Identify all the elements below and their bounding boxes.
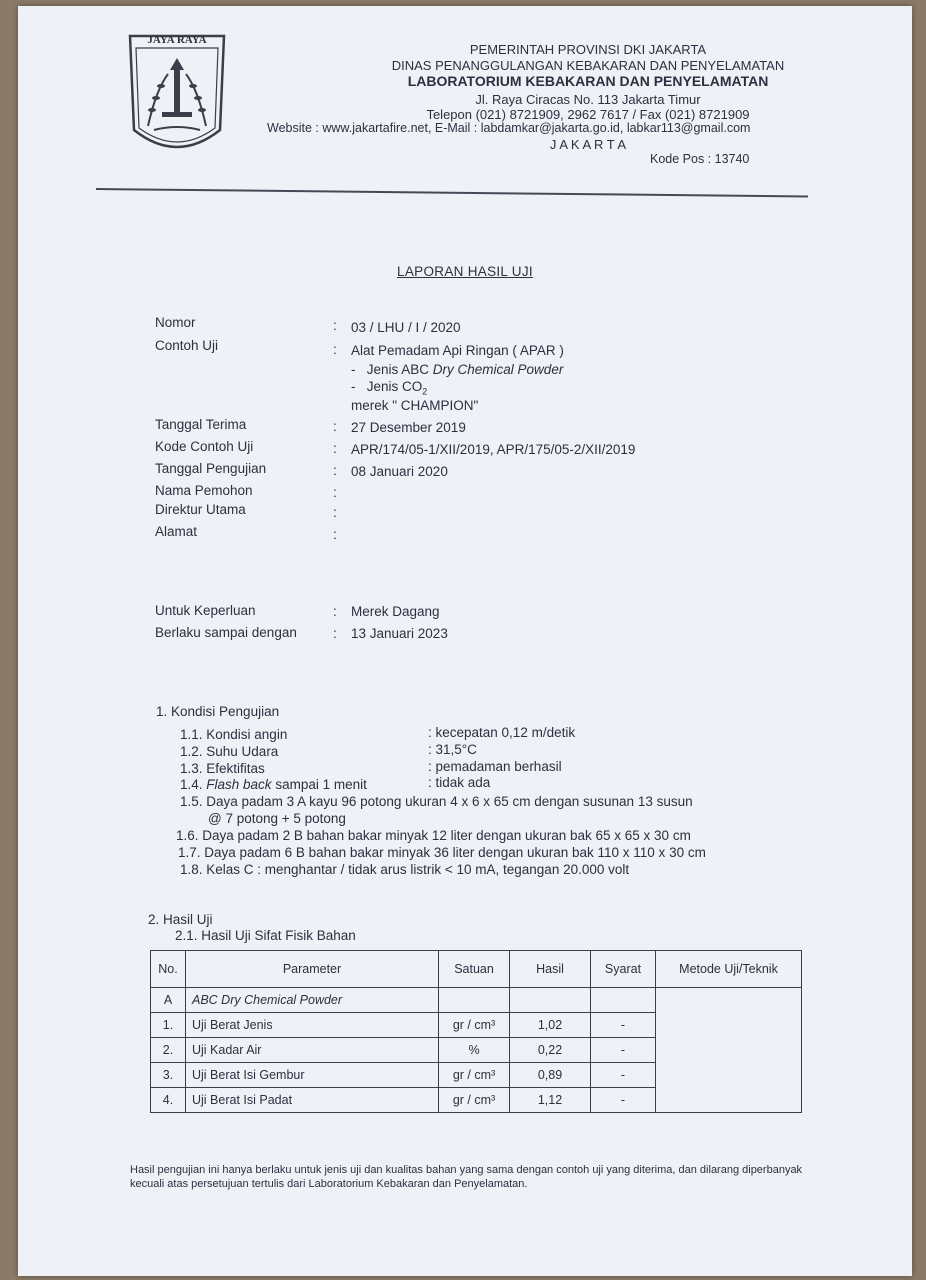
- colon: :: [333, 342, 337, 357]
- nama-pemohon-label: Nama Pemohon: [155, 483, 253, 498]
- cell-satuan: gr / cm³: [439, 1088, 510, 1113]
- untuk-keperluan-value: Merek Dagang: [351, 604, 440, 619]
- kondisi-item-8: 1.8. Kelas C : menghantar / tidak arus listrik < 10 mA, tegangan 20.000 volt: [180, 862, 630, 877]
- jenis-co2: - Jenis $CO_2$: [351, 379, 428, 397]
- cell-hasil: 1,02: [510, 1013, 591, 1038]
- tanggal-pengujian-value: 08 Januari 2020: [351, 464, 448, 479]
- cell-parameter: Uji Berat Jenis: [186, 1013, 439, 1038]
- kondisi-item-5b: @ 7 potong + 5 potong: [208, 811, 346, 826]
- nomor-label: Nomor: [155, 315, 196, 330]
- header-address: Jl. Raya Ciracas No. 113 Jakarta Timur: [475, 92, 701, 107]
- header-line1: PEMERINTAH PROVINSI DKI JAKARTA: [469, 42, 707, 57]
- col-header-hasil: Hasil: [510, 951, 591, 988]
- colon: :: [333, 626, 337, 641]
- colon: :: [333, 463, 337, 478]
- table-row: [151, 988, 802, 1013]
- cell-syarat: [591, 988, 656, 1013]
- table-header-row: [151, 951, 802, 988]
- colon: :: [333, 419, 337, 434]
- cell-satuan: [439, 988, 510, 1013]
- contoh-uji-value: Alat Pemadam Api Ringan ( APAR ): [351, 343, 564, 358]
- cell-metode: [656, 988, 802, 1113]
- cell-parameter: Uji Berat Isi Gembur: [186, 1063, 439, 1088]
- kondisi-heading: 1. Kondisi Pengujian: [156, 704, 280, 719]
- kondisi-item-3: 1.3. Efektifitas: [180, 761, 265, 776]
- header-website: Website : www.jakartafire.net, E-Mail : labdamkar@jakarta.go.id, labkar113@gmail.com: [267, 121, 751, 135]
- col-header-metode: Metode Uji/Teknik: [656, 951, 802, 988]
- header-city: J A K A R T A: [549, 137, 627, 152]
- jakarta-emblem-logo: [126, 30, 228, 164]
- document-page: [18, 6, 912, 1276]
- jenis-abc: - Jenis ABC Dry Chemical Powder: [351, 362, 564, 377]
- kode-contoh-label: Kode Contoh Uji: [155, 439, 254, 454]
- header-phone: Telepon (021) 8721909, 2962 7617 / Fax (021) 8721909: [426, 107, 750, 122]
- report-title: LAPORAN HASIL UJI: [397, 264, 533, 279]
- merek-value: merek " CHAMPION": [351, 398, 479, 413]
- kondisi-item-7: 1.7. Daya padam 6 B bahan bakar minyak 36 liter dengan ukuran bak 110 x 110 x 30 cm: [178, 845, 706, 860]
- cell-hasil: 1,12: [510, 1088, 591, 1113]
- logo-text: JAYA RAYA: [147, 34, 207, 46]
- results-table: [150, 950, 802, 1113]
- cell-satuan: %: [439, 1038, 510, 1063]
- col-header-parameter: Parameter: [186, 951, 439, 988]
- cell-no: A: [151, 988, 186, 1013]
- contoh-uji-label: Contoh Uji: [155, 338, 219, 353]
- header-divider: [96, 188, 808, 197]
- kondisi-value-4: : tidak ada: [428, 775, 491, 790]
- cell-hasil: [510, 988, 591, 1013]
- direktur-utama-label: Direktur Utama: [155, 502, 246, 517]
- untuk-keperluan-label: Untuk Keperluan: [155, 603, 256, 618]
- col-header-no: No.: [151, 951, 186, 988]
- colon: :: [333, 441, 337, 456]
- colon: :: [333, 485, 337, 500]
- col-header-satuan: Satuan: [439, 951, 510, 988]
- cell-parameter: Uji Kadar Air: [186, 1038, 439, 1063]
- cell-syarat: -: [591, 1013, 656, 1038]
- colon: :: [333, 318, 337, 333]
- disclaimer-footer: Hasil pengujian ini hanya berlaku untuk jenis uji dan kualitas bahan yang sama dengan contoh uji yang diterima, dan dilarang diperbanyak kecuali atas persetujuan tertulis dari Laboratorium Kebakaran dan Penyelamatan.: [130, 1164, 803, 1190]
- tanggal-pengujian-label: Tanggal Pengujian: [155, 461, 267, 476]
- header-line3: LABORATORIUM KEBAKARAN DAN PENYELAMATAN: [407, 73, 769, 89]
- cell-syarat: -: [591, 1038, 656, 1063]
- header-postal-code: Kode Pos : 13740: [650, 152, 750, 166]
- col-header-syarat: Syarat: [591, 951, 656, 988]
- tanggal-terima-label: Tanggal Terima: [155, 417, 247, 432]
- hasil-subheading: 2.1. Hasil Uji Sifat Fisik Bahan: [175, 928, 356, 943]
- cell-syarat: -: [591, 1088, 656, 1113]
- kode-contoh-value: APR/174/05-1/XII/2019, APR/175/05-2/XII/2019: [351, 442, 636, 457]
- alamat-label: Alamat: [155, 524, 198, 539]
- kondisi-item-4: 1.4. Flash back sampai 1 menit: [180, 777, 367, 792]
- cell-hasil: 0,22: [510, 1038, 591, 1063]
- kondisi-item-6: 1.6. Daya padam 2 B bahan bakar minyak 12 liter dengan ukuran bak 65 x 65 x 30 cm: [176, 828, 691, 843]
- tanggal-terima-value: 27 Desember 2019: [351, 420, 466, 435]
- cell-no: 3.: [151, 1063, 186, 1088]
- nomor-value: 03 / LHU / I / 2020: [351, 320, 461, 335]
- colon: :: [333, 527, 337, 542]
- kondisi-value-1: : kecepatan 0,12 m/detik: [428, 725, 576, 740]
- kondisi-item-1: 1.1. Kondisi angin: [180, 727, 288, 742]
- kondisi-value-2: : 31,5°C: [428, 742, 477, 757]
- berlaku-value: 13 Januari 2023: [351, 626, 448, 641]
- cell-parameter: Uji Berat Isi Padat: [186, 1088, 439, 1113]
- cell-parameter: ABC Dry Chemical Powder: [186, 988, 439, 1013]
- berlaku-label: Berlaku sampai dengan: [155, 625, 297, 640]
- cell-no: 1.: [151, 1013, 186, 1038]
- hasil-heading: 2. Hasil Uji: [148, 912, 213, 927]
- cell-syarat: -: [591, 1063, 656, 1088]
- cell-no: 4.: [151, 1088, 186, 1113]
- cell-no: 2.: [151, 1038, 186, 1063]
- colon: :: [333, 505, 337, 520]
- header-line2: DINAS PENANGGULANGAN KEBAKARAN DAN PENYELAMATAN: [391, 58, 785, 73]
- cell-hasil: 0,89: [510, 1063, 591, 1088]
- cell-satuan: gr / cm³: [439, 1013, 510, 1038]
- colon: :: [333, 604, 337, 619]
- kondisi-item-5: 1.5. Daya padam 3 A kayu 96 potong ukuran 4 x 6 x 65 cm dengan susunan 13 susun: [180, 794, 693, 809]
- kondisi-value-3: : pemadaman berhasil: [428, 759, 562, 774]
- kondisi-item-2: 1.2. Suhu Udara: [180, 744, 279, 759]
- cell-satuan: gr / cm³: [439, 1063, 510, 1088]
